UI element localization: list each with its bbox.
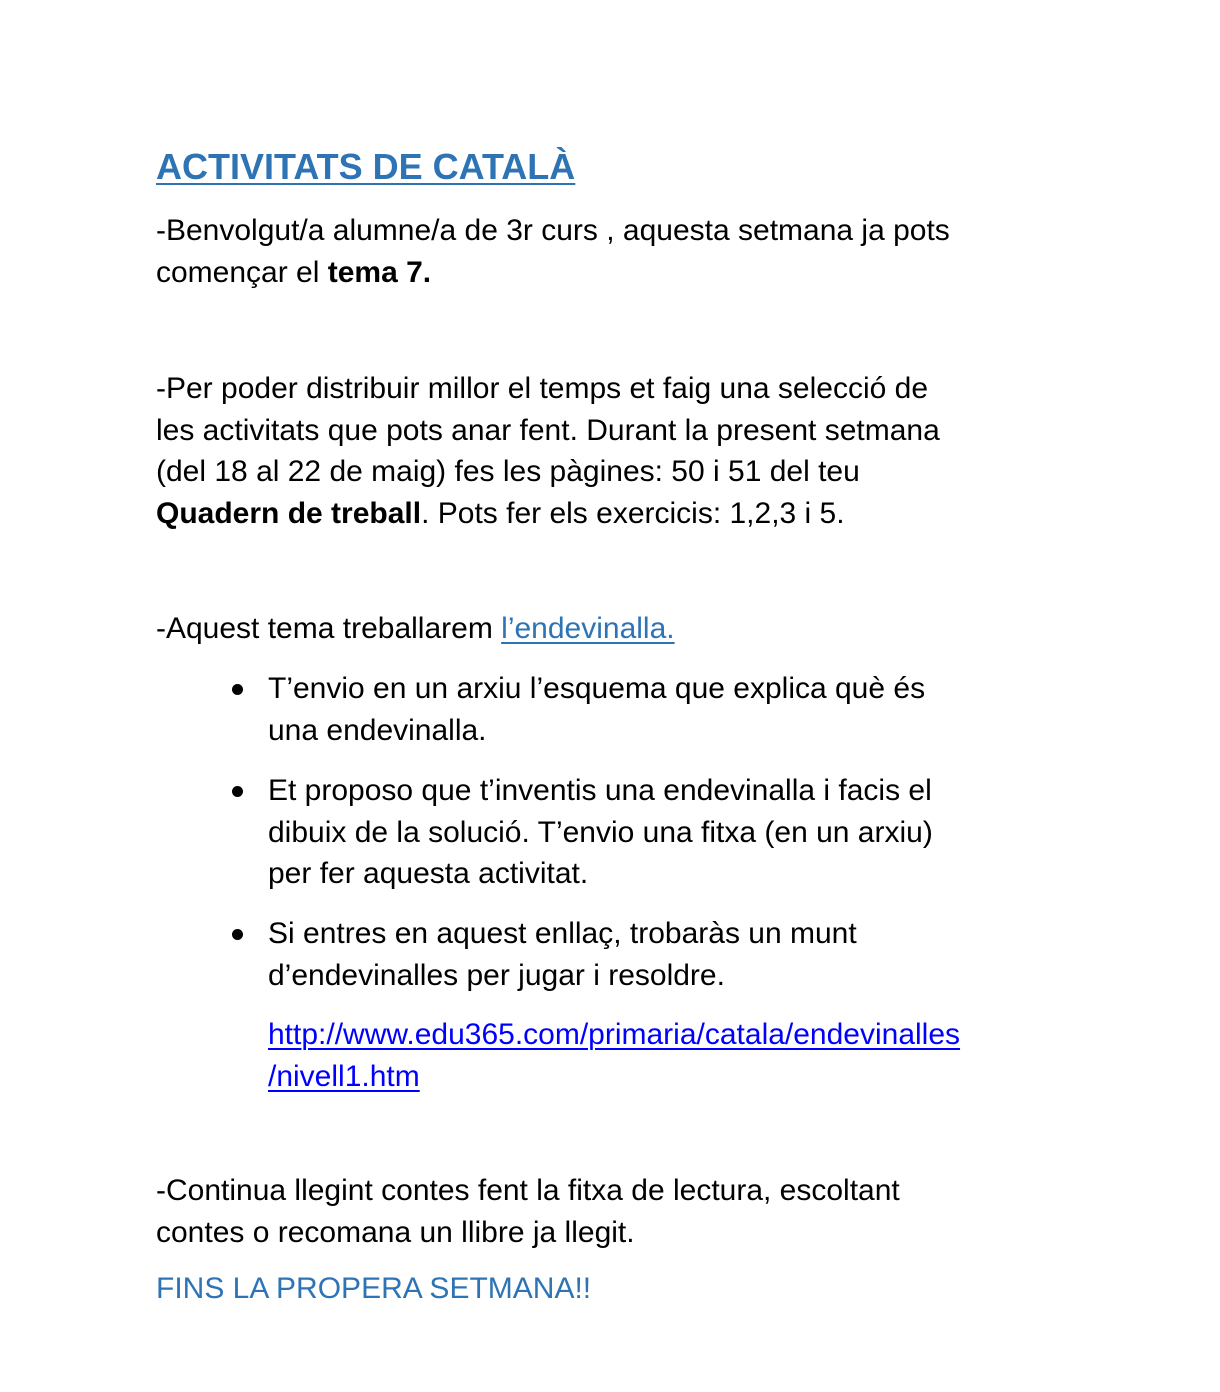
bullet-icon: [232, 786, 243, 797]
url-line-2[interactable]: /nivell1.htm: [268, 1059, 420, 1093]
schedule-paragraph: [156, 368, 940, 534]
bullet-line: una endevinalla.: [268, 713, 487, 747]
url-line-1[interactable]: http://www.edu365.com/primaria/catala/endevinalles: [268, 1018, 961, 1051]
workbook-name: Quadern de treball: [156, 496, 422, 530]
riddles-url-link[interactable]: [268, 1018, 960, 1093]
reading-line-1: -Continua llegint contes fent la fitxa de lectura, escoltant: [156, 1174, 900, 1207]
bullet-line: Si entres en aquest enllaç, trobaràs un munt: [268, 917, 857, 950]
schedule-line-1: -Per poder distribuir millor el temps et faig una selecció de: [156, 372, 929, 405]
bullet-line: T’envio en un arxiu l’esquema que explica què és: [268, 672, 926, 705]
bullet-icon: [232, 684, 243, 695]
riddles-url-block: [268, 1014, 960, 1097]
bullet-text: [268, 913, 857, 996]
riddle-link[interactable]: l’endevinalla.: [501, 612, 675, 645]
bullet-text: [268, 668, 925, 751]
reading-line-2: contes o recomana un llibre ja llegit.: [156, 1215, 635, 1249]
page-title: ACTIVITATS DE CATALÀ: [156, 146, 576, 187]
schedule-line-2: les activitats que pots anar fent. Durant la present setmana: [156, 413, 940, 447]
intro-paragraph: [156, 210, 950, 293]
bullet-icon: [232, 929, 243, 940]
topic-paragraph: [156, 608, 675, 650]
closing-message: FINS LA PROPERA SETMANA!!: [156, 1272, 592, 1305]
topic-prefix: -Aquest tema treballarem: [156, 612, 502, 645]
bullet-line: Et proposo que t’inventis una endevinalla i facis el: [268, 774, 932, 807]
bullet-text: [268, 770, 933, 895]
bullet-line: per fer aquesta activitat.: [268, 857, 589, 890]
intro-line-2: començar el: [156, 255, 328, 289]
intro-line-1: -Benvolgut/a alumne/a de 3r curs , aquesta setmana ja pots: [156, 214, 950, 247]
schedule-line-4: . Pots fer els exercicis: 1,2,3 i 5.: [421, 496, 845, 530]
bullet-line: d’endevinalles per jugar i resoldre.: [268, 958, 725, 992]
schedule-line-3: (del 18 al 22 de maig) fes les pàgines: 50 i 51 del teu: [156, 455, 860, 488]
reading-paragraph: [156, 1170, 900, 1253]
bullet-line: dibuix de la solució. T’envio una fitxa (en un arxiu): [268, 815, 933, 849]
intro-topic: tema 7.: [327, 255, 432, 289]
